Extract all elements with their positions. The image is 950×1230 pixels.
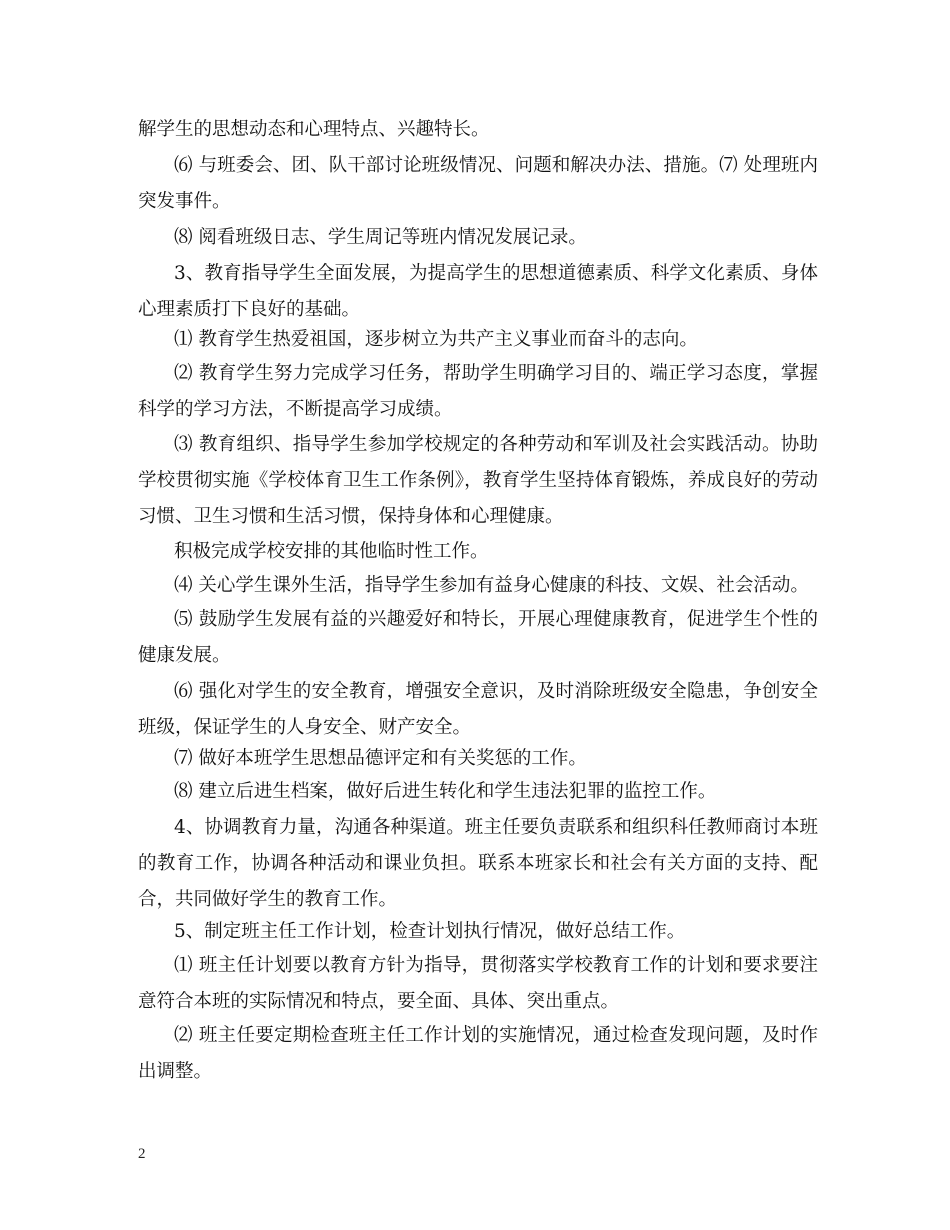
- paragraph: ⑴ 教育学生热爱祖国，逐步树立为共产主义事业而奋斗的志向。: [174, 329, 698, 350]
- paragraph: 解学生的思想动态和心理特点、兴趣特长。: [138, 119, 490, 140]
- paragraph: 4、协调教育力量，沟通各种渠道。班主任要负责联系和组织科任教师商讨本班的教育工作，协调各种活动和课业负担。联系本班家长和社会有关方面的支持、配合，共同做好学生的教育工作。: [138, 817, 818, 910]
- paragraph: ⑻ 建立后进生档案，做好后进生转化和学生违法犯罪的监控工作。: [174, 781, 717, 802]
- paragraph: ⑸ 鼓励学生发展有益的兴趣爱好和特长，开展心理健康教育，促进学生个性的健康发展。: [138, 609, 818, 666]
- paragraph: ⑶ 教育组织、指导学生参加学校规定的各种劳动和军训及社会实践活动。协助学校贯彻实施《学校体育卫生工作条例》，教育学生坚持体育锻炼，养成良好的劳动习惯、卫生习惯和生活习惯，保持身体和心理健康。: [138, 434, 818, 527]
- page-number: 2: [138, 1146, 146, 1162]
- paragraph: ⑷ 关心学生课外生活，指导学生参加有益身心健康的科技、文娱、社会活动。: [174, 575, 809, 596]
- paragraph: 5、制定班主任工作计划，检查计划执行情况，做好总结工作。: [174, 921, 686, 942]
- paragraph: 积极完成学校安排的其他临时性工作。: [174, 541, 489, 562]
- paragraph: ⑵ 教育学生努力完成学习任务，帮助学生明确学习目的、端正学习态度，掌握科学的学习方法，不断提高学习成绩。: [138, 363, 818, 420]
- paragraph: ⑺ 做好本班学生思想品德评定和有关奖惩的工作。: [174, 748, 587, 769]
- paragraph: ⑵ 班主任要定期检查班主任工作计划的实施情况，通过检查发现问题，及时作出调整。: [138, 1025, 818, 1082]
- paragraph: ⑹ 强化对学生的安全教育，增强安全意识，及时消除班级安全隐患，争创安全班级，保证学生的人身安全、财产安全。: [138, 681, 818, 738]
- paragraph: ⑹ 与班委会、团、队干部讨论班级情况、问题和解决办法、措施。⑺ 处理班内突发事件。: [138, 155, 818, 212]
- paragraph: ⑴ 班主任计划要以教育方针为指导，贯彻落实学校教育工作的计划和要求要注意符合本班的实际情况和特点，要全面、具体、突出重点。: [138, 955, 818, 1012]
- paragraph: 3、教育指导学生全面发展，为提高学生的思想道德素质、科学文化素质、身体心理素质打下良好的基础。: [138, 263, 818, 320]
- paragraph: ⑻ 阅看班级日志、学生周记等班内情况发展记录。: [174, 227, 587, 248]
